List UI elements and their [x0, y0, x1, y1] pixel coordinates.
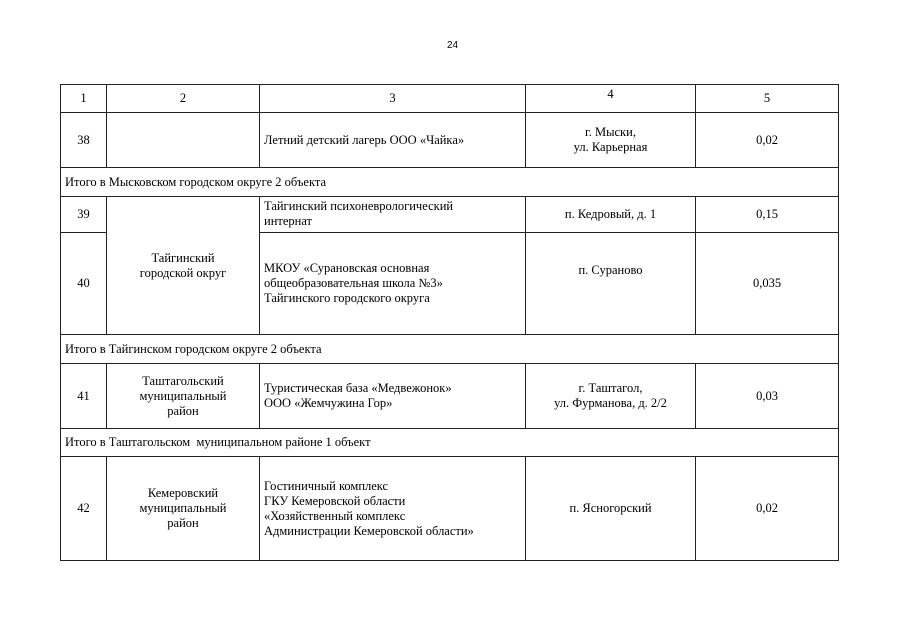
- object-name: Туристическая база «Медвежонок» ООО «Жемчужина Гор»: [260, 364, 526, 429]
- row-number: 42: [61, 457, 107, 561]
- object-name: Гостиничный комплекс ГКУ Кемеровской области «Хозяйственный комплекс Администрации Кемеровской области»: [260, 457, 526, 561]
- subtotal-text: Итого в Мысковском городском округе 2 объекта: [61, 168, 839, 197]
- object-name: Летний детский лагерь ООО «Чайка»: [260, 113, 526, 168]
- object-address: г. Мыски, ул. Карьерная: [526, 113, 696, 168]
- object-value: 0,15: [696, 197, 839, 233]
- object-name: Тайгинский психоневрологический интернат: [260, 197, 526, 233]
- table-row: [61, 113, 839, 168]
- district-cell: Кемеровский муниципальный район: [107, 457, 260, 561]
- header-col-4: 4: [526, 85, 696, 113]
- object-value: 0,02: [696, 457, 839, 561]
- subtotal-row: [61, 168, 839, 197]
- district-cell: Таштагольский муниципальный район: [107, 364, 260, 429]
- table-header-row: [61, 85, 839, 113]
- row-number: 39: [61, 197, 107, 233]
- object-address: п. Сураново: [526, 233, 696, 335]
- objects-table: [60, 84, 839, 561]
- subtotal-row: [61, 335, 839, 364]
- subtotal-row: [61, 429, 839, 457]
- district-cell: [107, 113, 260, 168]
- district-cell: Тайгинский городской округ: [107, 197, 260, 335]
- header-col-3: 3: [260, 85, 526, 113]
- header-col-2: 2: [107, 85, 260, 113]
- object-value: 0,03: [696, 364, 839, 429]
- subtotal-text: Итого в Таштагольском муниципальном районе 1 объект: [61, 429, 839, 457]
- header-col-5: 5: [696, 85, 839, 113]
- page-number: 24: [446, 40, 459, 51]
- object-address: г. Таштагол, ул. Фурманова, д. 2/2: [526, 364, 696, 429]
- row-number: 38: [61, 113, 107, 168]
- object-value: 0,02: [696, 113, 839, 168]
- object-value: 0,035: [696, 233, 839, 335]
- table-row: [61, 197, 839, 233]
- table-row: [61, 364, 839, 429]
- row-number: 41: [61, 364, 107, 429]
- object-name: МКОУ «Сурановская основная общеобразовательная школа №3» Тайгинского городского округа: [260, 233, 526, 335]
- table-row: [61, 457, 839, 561]
- object-address: п. Ясногорский: [526, 457, 696, 561]
- header-col-1: 1: [61, 85, 107, 113]
- object-address: п. Кедровый, д. 1: [526, 197, 696, 233]
- row-number: 40: [61, 233, 107, 335]
- subtotal-text: Итого в Тайгинском городском округе 2 объекта: [61, 335, 839, 364]
